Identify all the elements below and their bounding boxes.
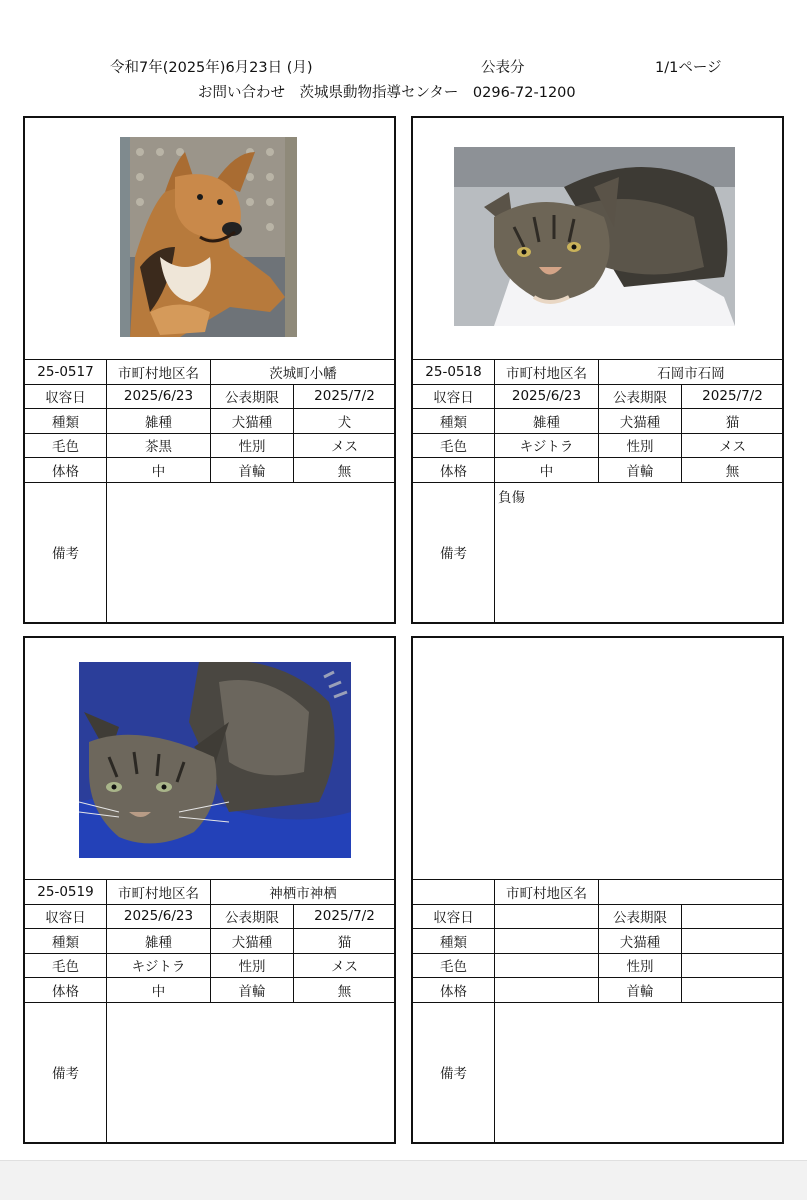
breed-value: 雑種 — [107, 929, 211, 954]
collar-value: 無 — [294, 978, 396, 1003]
publish-until-label: 公表期限 — [211, 384, 294, 409]
publication-date: 令和7年(2025年)6月23日 (月) — [110, 60, 313, 76]
size-value: 中 — [107, 978, 211, 1003]
sex-value: メス — [294, 433, 396, 458]
coat-label: 毛色 — [413, 433, 495, 458]
sex-label: 性別 — [211, 433, 294, 458]
breed-label: 種類 — [413, 929, 495, 954]
animal-card — [23, 636, 396, 1144]
sex-value — [682, 953, 784, 978]
sex-label: 性別 — [599, 953, 682, 978]
coat-value: キジトラ — [495, 433, 599, 458]
collar-label: 首輪 — [599, 458, 682, 483]
species-label: 犬猫種 — [599, 409, 682, 434]
animal-id — [413, 880, 495, 905]
publish-until-value: 2025/7/2 — [294, 904, 396, 929]
municipality-label: 市町村地区名 — [107, 360, 211, 385]
collar-value — [682, 978, 784, 1003]
sex-label: 性別 — [599, 433, 682, 458]
sex-value: メス — [682, 433, 784, 458]
intake-date-label: 収容日 — [25, 904, 107, 929]
coat-value: キジトラ — [107, 953, 211, 978]
intake-date-label: 収容日 — [413, 904, 495, 929]
intake-date-value: 2025/6/23 — [495, 384, 599, 409]
size-label: 体格 — [25, 458, 107, 483]
animal-id: 25-0519 — [25, 880, 107, 905]
info-table — [24, 879, 396, 1143]
publish-until-label: 公表期限 — [599, 384, 682, 409]
species-value: 猫 — [294, 929, 396, 954]
animal-card — [411, 116, 784, 624]
intake-date-label: 収容日 — [413, 384, 495, 409]
municipality-label: 市町村地区名 — [495, 880, 599, 905]
size-value: 中 — [495, 458, 599, 483]
info-table — [412, 879, 784, 1143]
municipality-value: 茨城町小幡 — [211, 360, 396, 385]
species-value: 犬 — [294, 409, 396, 434]
photo-area — [413, 118, 782, 360]
notes-label: 備考 — [25, 1002, 107, 1142]
animal-id: 25-0517 — [25, 360, 107, 385]
notes-value: 負傷 — [495, 482, 784, 622]
municipality-value: 石岡市石岡 — [599, 360, 784, 385]
intake-date-label: 収容日 — [25, 384, 107, 409]
info-table — [24, 359, 396, 623]
cat-photo — [79, 662, 351, 858]
coat-value — [495, 953, 599, 978]
collar-value: 無 — [294, 458, 396, 483]
notes-label: 備考 — [413, 482, 495, 622]
photo-area — [25, 118, 394, 360]
intake-date-value — [495, 904, 599, 929]
info-table — [412, 359, 784, 623]
animal-id: 25-0518 — [413, 360, 495, 385]
species-value — [682, 929, 784, 954]
size-label: 体格 — [25, 978, 107, 1003]
municipality-value — [599, 880, 784, 905]
cat-photo — [454, 147, 735, 326]
dog-photo — [120, 137, 297, 337]
sex-value: メス — [294, 953, 396, 978]
species-label: 犬猫種 — [599, 929, 682, 954]
publish-until-value: 2025/7/2 — [294, 384, 396, 409]
breed-value — [495, 929, 599, 954]
contact-info: お問い合わせ 茨城県動物指導センター 0296-72-1200 — [198, 85, 576, 101]
breed-value: 雑種 — [107, 409, 211, 434]
intake-date-value: 2025/6/23 — [107, 384, 211, 409]
page-bottom-edge — [0, 1160, 807, 1200]
notes-value — [107, 1002, 396, 1142]
species-label: 犬猫種 — [211, 929, 294, 954]
notes-value — [107, 482, 396, 622]
breed-label: 種類 — [25, 929, 107, 954]
publish-until-value: 2025/7/2 — [682, 384, 784, 409]
size-value — [495, 978, 599, 1003]
breed-label: 種類 — [413, 409, 495, 434]
notes-label: 備考 — [25, 482, 107, 622]
coat-value: 茶黒 — [107, 433, 211, 458]
collar-value: 無 — [682, 458, 784, 483]
coat-label: 毛色 — [413, 953, 495, 978]
published-label: 公表分 — [481, 60, 525, 76]
municipality-value: 神栖市神栖 — [211, 880, 396, 905]
species-value: 猫 — [682, 409, 784, 434]
sex-label: 性別 — [211, 953, 294, 978]
publish-until-value — [682, 904, 784, 929]
photo-area — [25, 638, 394, 880]
collar-label: 首輪 — [211, 458, 294, 483]
size-value: 中 — [107, 458, 211, 483]
size-label: 体格 — [413, 458, 495, 483]
intake-date-value: 2025/6/23 — [107, 904, 211, 929]
breed-label: 種類 — [25, 409, 107, 434]
publish-until-label: 公表期限 — [211, 904, 294, 929]
notes-label: 備考 — [413, 1002, 495, 1142]
municipality-label: 市町村地区名 — [495, 360, 599, 385]
animal-card-empty — [411, 636, 784, 1144]
publish-until-label: 公表期限 — [599, 904, 682, 929]
size-label: 体格 — [413, 978, 495, 1003]
animal-card — [23, 116, 396, 624]
collar-label: 首輪 — [211, 978, 294, 1003]
breed-value: 雑種 — [495, 409, 599, 434]
municipality-label: 市町村地区名 — [107, 880, 211, 905]
notes-value — [495, 1002, 784, 1142]
coat-label: 毛色 — [25, 953, 107, 978]
species-label: 犬猫種 — [211, 409, 294, 434]
collar-label: 首輪 — [599, 978, 682, 1003]
page-indicator: 1/1ページ — [655, 60, 722, 76]
coat-label: 毛色 — [25, 433, 107, 458]
photo-area — [413, 638, 782, 880]
